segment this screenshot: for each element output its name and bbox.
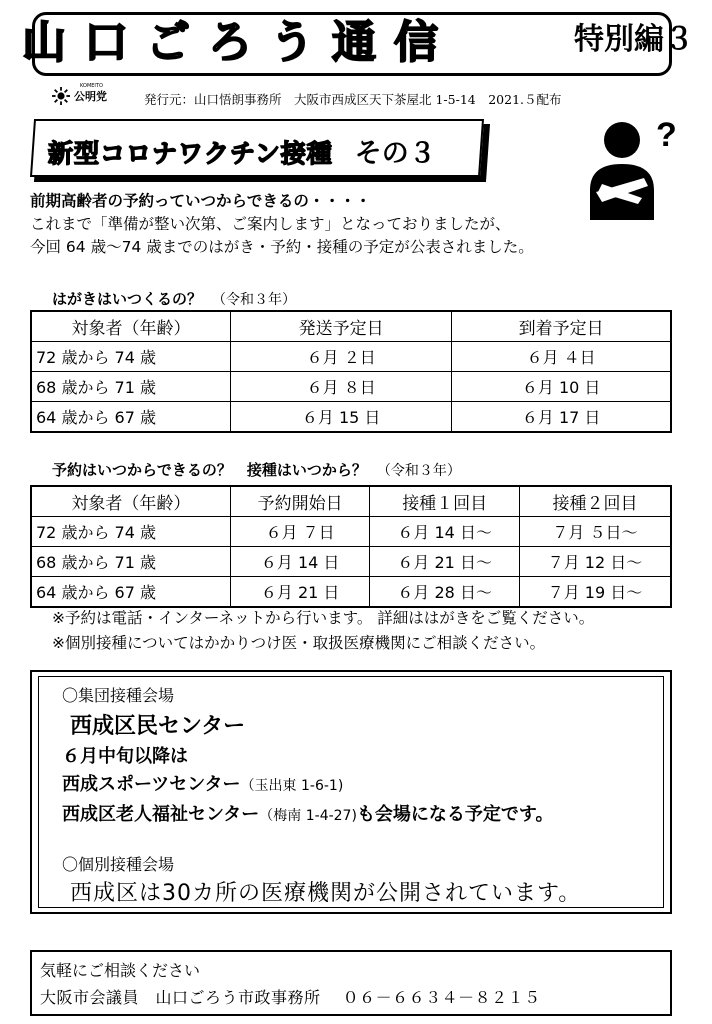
contact-line-2: 大阪市会議員 山口ごろう市政事務所 ０６－６６３４－８２１５	[40, 988, 541, 1007]
elderly-center-line	[62, 800, 554, 826]
table-header-row	[31, 486, 671, 517]
intro-line-2: これまで「準備が整い次第、ご案内します」となっておりましたが、	[30, 215, 511, 233]
intro-lead: 前期高齢者の予約っていつからできるの・・・・	[30, 192, 371, 210]
postcard-caption	[52, 288, 296, 309]
contact-line-1: 気軽にご相談ください	[40, 961, 201, 980]
sports-center-line	[62, 770, 343, 796]
table-cell: ６月 21 日	[230, 577, 370, 608]
table-row	[31, 342, 671, 372]
table-cell: ７月 ５日～	[519, 517, 671, 547]
sports-center-name: 西成スポーツセンター	[62, 774, 241, 795]
sun-logo-icon	[52, 87, 70, 105]
table-header: 到着予定日	[452, 311, 671, 342]
table-cell: ６月 15 日	[231, 402, 452, 433]
reservation-caption	[52, 459, 461, 480]
table-header: 対象者（年齢）	[31, 311, 231, 342]
banner-heading	[48, 131, 436, 170]
individual-venue-main: 西成区は30カ所の医療機関が公開されています。	[70, 881, 582, 906]
party-logo	[52, 83, 107, 105]
table-cell: 64 歳から 67 歳	[31, 402, 231, 433]
table-cell: ６月 14 日～	[370, 517, 520, 547]
table-row	[31, 372, 671, 402]
table-cell: ６月 ４日	[452, 342, 671, 372]
table-cell: ６月 ２日	[231, 342, 452, 372]
table-header: 接種２回目	[519, 486, 671, 517]
svg-text:?: ?	[656, 116, 677, 154]
elderly-center-tail: も会場になる予定です。	[356, 804, 554, 825]
group-venue-heading: 〇集団接種会場	[62, 686, 175, 705]
individual-venue-heading: 〇個別接種会場	[62, 855, 175, 874]
postcard-caption-text: はがきはいつくるの？	[52, 290, 203, 308]
elderly-center-name: 西成区老人福祉センター	[62, 804, 260, 825]
table-cell: 68 歳から 71 歳	[31, 372, 231, 402]
note-item: ※個別接種についてはかかりつけ医・取扱医療機関にご相談ください。	[52, 634, 546, 652]
table-header: 対象者（年齢）	[31, 486, 230, 517]
table-cell: ７月 12 日～	[519, 547, 671, 577]
table-cell: ７月 19 日～	[519, 577, 671, 608]
intro-text	[30, 190, 534, 259]
table-cell: ６月 10 日	[452, 372, 671, 402]
note-item: ※予約は電話・インターネットから行います。 詳細ははがきをご覧ください。	[52, 609, 595, 627]
table-row	[31, 547, 671, 577]
table-row	[31, 517, 671, 547]
logo-text: 公明党	[74, 90, 107, 103]
table-cell: ６月 21 日～	[370, 547, 520, 577]
table-cell: ６月 17 日	[452, 402, 671, 433]
reservation-era: （令和３年）	[376, 463, 461, 479]
table-row	[31, 577, 671, 608]
reservation-caption-text: 予約はいつからできるの？ 接種はいつから？	[52, 461, 367, 479]
table-header: 発送予定日	[231, 311, 452, 342]
table-header: 予約開始日	[230, 486, 370, 517]
postcard-era: （令和３年）	[212, 292, 297, 308]
group-venue-after: ６月中旬以降は	[62, 746, 188, 767]
table-row	[31, 402, 671, 433]
sports-center-address: （玉出東 1-6-1)	[240, 778, 344, 794]
table-cell: ６月 28 日～	[370, 577, 520, 608]
publisher-line: 発行元：山口悟朗事務所 大阪市西成区天下茶屋北 1-5-14 2021.５配布	[144, 92, 562, 107]
intro-line-3: 今回 64 歳～74 歳までのはがき・予約・接種の予定が公表されました。	[30, 238, 534, 256]
thinking-person-icon	[582, 112, 692, 222]
special-edition-label: 特別編３	[574, 22, 694, 57]
notes	[52, 606, 594, 656]
table-cell: 72 歳から 74 歳	[31, 517, 230, 547]
postcard-table	[30, 310, 672, 433]
table-header: 接種１回目	[370, 486, 520, 517]
newsletter-title: 山口ごろう通信	[22, 17, 456, 68]
logo-subtext: KOMEITO	[80, 83, 103, 89]
table-cell: ６月 ７日	[230, 517, 370, 547]
table-header-row	[31, 311, 671, 342]
table-cell: 64 歳から 67 歳	[31, 577, 230, 608]
table-cell: 68 歳から 71 歳	[31, 547, 230, 577]
elderly-center-address: （梅南 1-4-27)	[259, 808, 357, 824]
banner-title: 新型コロナワクチン接種	[48, 139, 333, 168]
group-venue-main: 西成区民センター	[70, 714, 246, 739]
table-cell: ６月 ８日	[231, 372, 452, 402]
banner-part: その３	[354, 138, 436, 169]
reservation-table	[30, 485, 672, 608]
table-cell: 72 歳から 74 歳	[31, 342, 231, 372]
table-cell: ６月 14 日	[230, 547, 370, 577]
